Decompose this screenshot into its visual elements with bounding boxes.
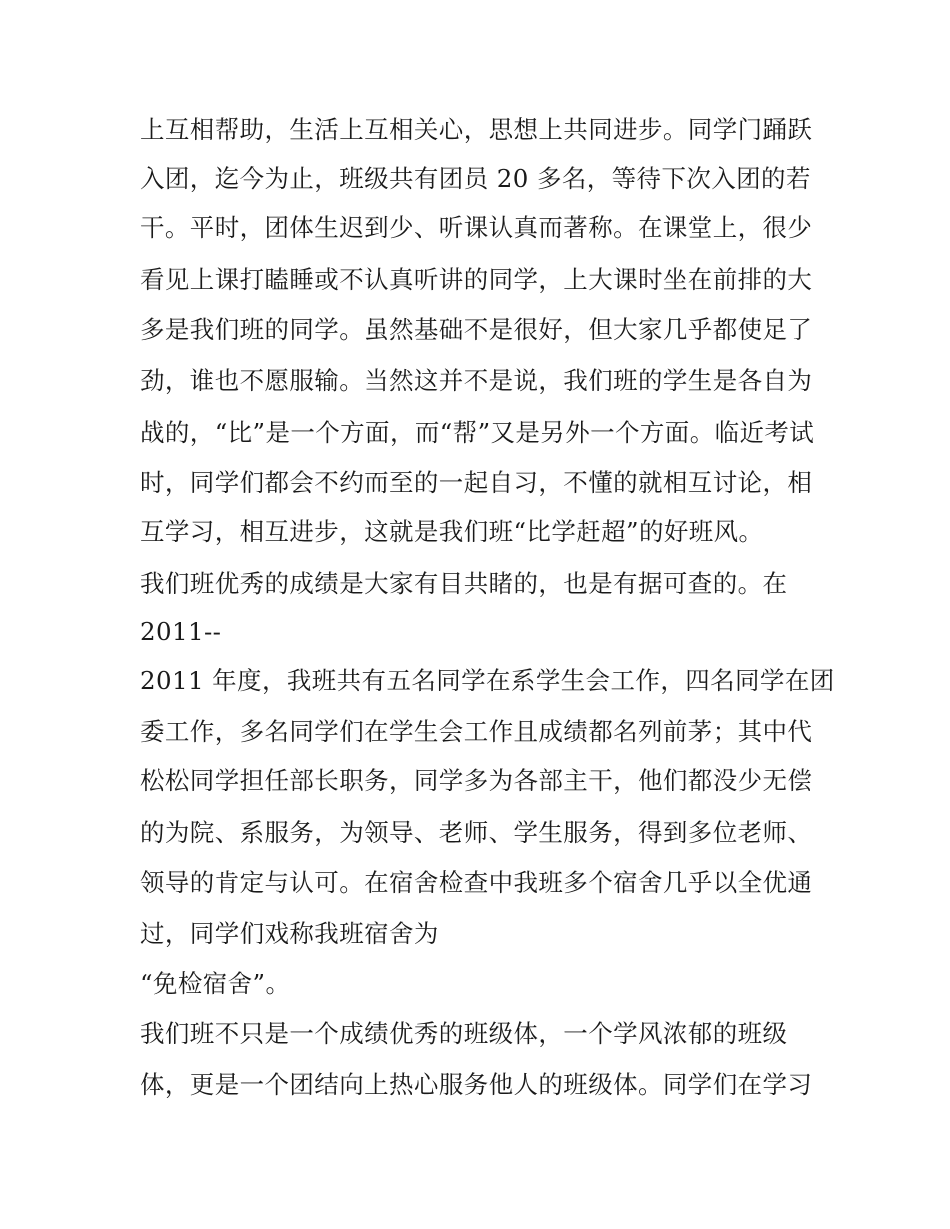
text-line: 战的，“比”是一个方面，而“帮”又是另外一个方面。临近考试 <box>140 418 815 447</box>
text-line: 过，同学们戏称我班宿舍为 <box>140 919 439 948</box>
text-line: 的为院、系服务，为领导、老师、学生服务，得到多位老师、 <box>140 818 813 847</box>
text-line: 领导的肯定与认可。在宿舍检查中我班多个宿舍几乎以全优通 <box>140 868 813 897</box>
text-line: 看见上课打瞌睡或不认真听讲的同学，上大课时坐在前排的大 <box>140 265 813 294</box>
text-line: 2011 年度，我班共有五名同学在系学生会工作，四名同学在团 <box>140 666 835 695</box>
text-line: “免检宿舍”。 <box>140 969 291 998</box>
text-line: 劲，谁也不愿服输。当然这并不是说，我们班的学生是各自为 <box>140 366 813 395</box>
text-line: 多是我们班的同学。虽然基础不是很好，但大家几乎都使足了 <box>140 315 813 344</box>
text-line: 时，同学们都会不约而至的一起自习，不懂的就相互讨论，相 <box>140 468 813 497</box>
text-line: 互学习，相互进步，这就是我们班“比学赶超”的好班风。 <box>140 517 764 546</box>
text-line: 体，更是一个团结向上热心服务他人的班级体。同学们在学习 <box>140 1070 813 1099</box>
text-line: 上互相帮助，生活上互相关心，思想上共同进步。同学门踊跃 <box>140 115 813 144</box>
text-line: 委工作，多名同学们在学生会工作且成绩都名列前茅；其中代 <box>140 717 813 746</box>
text-line: 我们班不只是一个成绩优秀的班级体，一个学风浓郁的班级 <box>140 1019 788 1048</box>
text-line: 2011-- <box>140 617 222 646</box>
text-line: 我们班优秀的成绩是大家有目共睹的，也是有据可查的。在 <box>140 569 788 598</box>
text-line: 干。平时，团体生迟到少、听课认真而著称。在课堂上，很少 <box>140 213 813 242</box>
text-line: 入团，迄今为止，班级共有团员 20 多名，等待下次入团的若 <box>140 164 811 193</box>
text-line: 松松同学担任部长职务，同学多为各部主干，他们都没少无偿 <box>140 766 813 795</box>
